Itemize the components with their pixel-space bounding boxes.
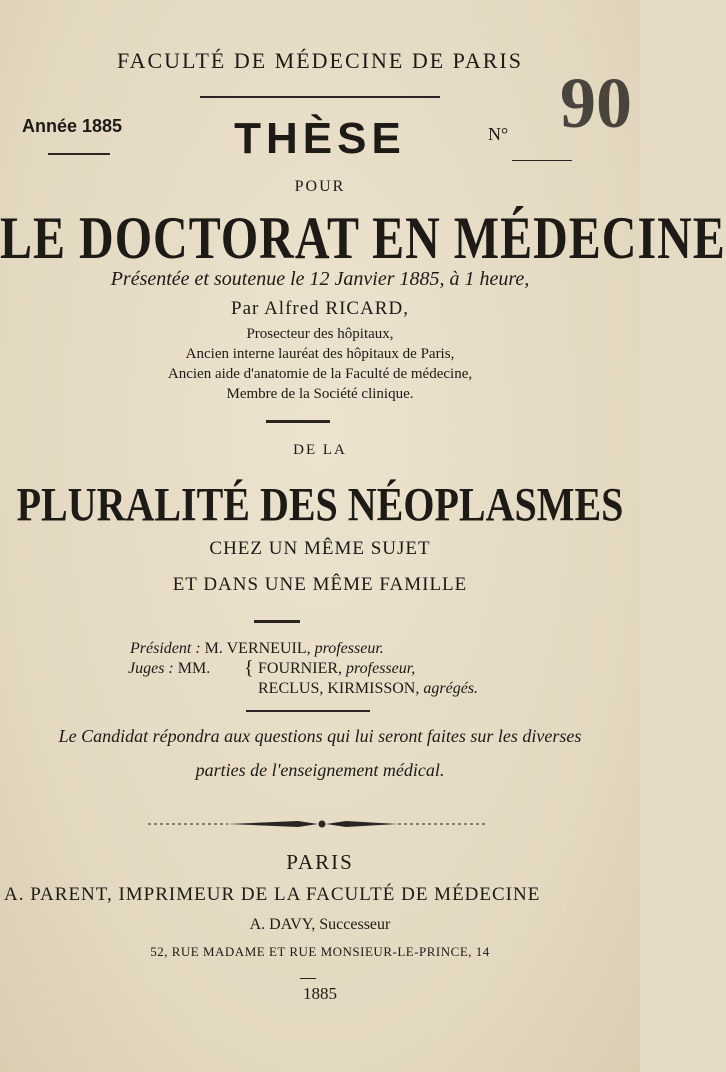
judges-label: Juges : — [128, 660, 174, 677]
author-credential: Ancien interne lauréat des hôpitaux de Paris, — [185, 346, 455, 362]
number-underline — [512, 160, 572, 161]
section-rule — [266, 420, 330, 423]
president-role: professeur. — [314, 640, 384, 657]
year-rule — [300, 978, 316, 979]
candidate-notice-line-1: Le Candidat répondra aux questions qui lui seront faites sur les diverses — [58, 726, 582, 746]
president-label: Président : — [130, 640, 201, 657]
candidate-notice-line-2: parties de l'enseignement médical. — [195, 760, 445, 780]
author-credential: Ancien aide d'anatomie de la Faculté de médecine, — [167, 366, 473, 382]
subject-line-2: ET DANS UNE MÊME FAMILLE — [172, 574, 468, 595]
judge-2-role: agrégés. — [423, 680, 479, 697]
judges-prefix: MM. — [177, 660, 211, 677]
jury-judge-2 — [258, 680, 478, 698]
jury-judges-line — [128, 660, 210, 678]
judge-1-role: professeur, — [346, 660, 416, 677]
jury-rule — [254, 620, 300, 623]
author-credential: Prosecteur des hôpitaux, — [246, 326, 394, 342]
president-name: VERNEUIL, — [226, 640, 311, 657]
imprint-city: PARIS — [286, 850, 354, 874]
year-label: Année 1885 — [22, 116, 123, 136]
subject-line-1: CHEZ UN MÊME SUJET — [209, 538, 431, 559]
presentation-date: Présentée et soutenue le 12 Janvier 1885, à 1 heure, — [110, 268, 530, 290]
header-rule — [200, 96, 440, 98]
jury-judge-1 — [258, 660, 415, 678]
president-prefix: M. — [204, 640, 223, 657]
ornamental-rule — [148, 818, 488, 830]
faculty-heading: FACULTÉ DE MÉDECINE DE PARIS — [117, 48, 523, 73]
pour-label: POUR — [294, 178, 346, 195]
jury-president-line — [130, 640, 384, 658]
number-label: N° — [488, 124, 509, 144]
degree-title: LE DOCTORAT EN MÉDECINE — [0, 205, 726, 272]
imprint-successor: A. DAVY, Successeur — [249, 916, 391, 933]
imprint-address: 52, RUE MADAME ET RUE MONSIEUR-LE-PRINCE, 14 — [150, 944, 490, 959]
notice-rule — [246, 710, 370, 712]
judge-1-name: FOURNIER, — [258, 660, 343, 677]
judge-2-name: RECLUS, KIRMISSON, — [258, 680, 420, 697]
catalogue-stamp-number: 90 — [560, 63, 632, 143]
these-title: THÈSE — [234, 114, 406, 163]
imprint-year: 1885 — [303, 984, 337, 1003]
subject-title: PLURALITÉ DES NÉOPLASMES — [16, 477, 624, 532]
jury-brace: { — [244, 657, 254, 679]
imprint-printer: A. PARENT, IMPRIMEUR DE LA FACULTÉ DE MÉDECINE — [4, 884, 541, 905]
de-la-label: DE LA — [293, 442, 347, 458]
author-credential: Membre de la Société clinique. — [226, 386, 414, 402]
author-byline: Par Alfred RICARD, — [231, 298, 409, 319]
